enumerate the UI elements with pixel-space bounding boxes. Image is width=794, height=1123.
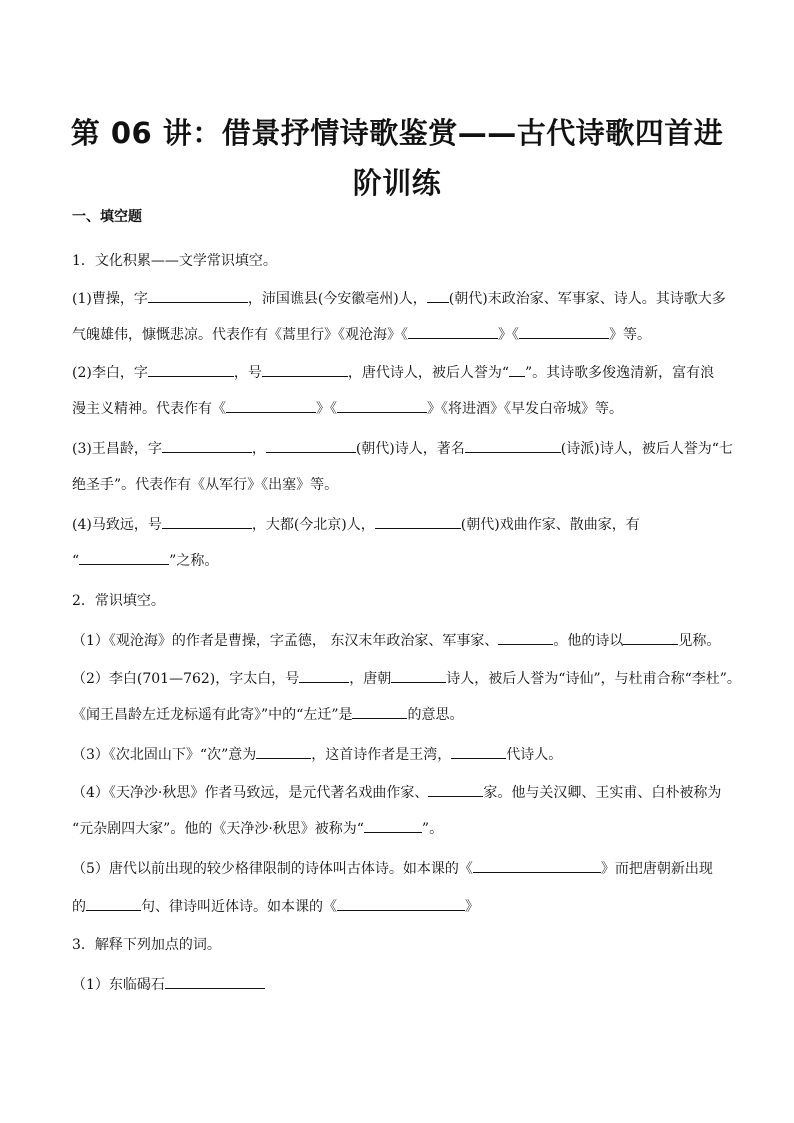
q1-item4-line1 [72, 514, 732, 534]
text: “ [72, 553, 80, 569]
text: ， [251, 441, 266, 457]
text: (2)李白，字 [72, 365, 148, 381]
answer-blank[interactable] [465, 438, 561, 453]
text: （2）李白(701—762)，字太白，号 [72, 671, 300, 687]
answer-blank[interactable] [162, 514, 252, 529]
answer-blank[interactable] [473, 858, 601, 873]
text: ，沛国谯县(今安徽亳州)人， [247, 291, 427, 307]
answer-blank[interactable] [391, 668, 446, 683]
text: ”之称。 [169, 553, 219, 569]
section-heading: 一、填空题 [72, 209, 142, 225]
answer-blank[interactable] [262, 362, 348, 377]
text: 的 [72, 899, 86, 915]
q2-item5-line2 [72, 896, 732, 916]
q2-item4-line1 [72, 782, 732, 802]
text: 气魄雄伟，慷慨悲凉。代表作有《蒿里行》《观沧海》《 [72, 327, 408, 343]
text: 漫主义精神。代表作有《 [72, 401, 226, 417]
text: 诗人，被后人誉为“诗仙”，与杜甫合称“李杜”。 [446, 671, 741, 687]
text: 《闻王昌龄左迁龙标遥有此寄》”中的“左迁”是 [72, 707, 353, 723]
answer-blank[interactable] [165, 974, 265, 989]
answer-blank[interactable] [375, 514, 461, 529]
q1-item3-line2: 绝圣手”。代表作有《从军行》《出塞》等。 [72, 477, 339, 493]
answer-blank[interactable] [427, 288, 449, 303]
text: (4)马致远，号 [72, 517, 162, 533]
text: 。他的诗以 [553, 633, 624, 649]
answer-blank[interactable] [509, 362, 525, 377]
answer-blank[interactable] [337, 896, 465, 911]
answer-blank[interactable] [364, 818, 422, 833]
answer-blank[interactable] [226, 398, 316, 413]
answer-blank[interactable] [148, 288, 248, 303]
q2-item3 [72, 744, 732, 764]
q1-stem: 1．文化积累——文学常识填空。 [72, 253, 277, 269]
text: ，唐代诗人，被后人誉为“ [347, 365, 510, 381]
answer-blank[interactable] [148, 362, 234, 377]
q2-item1 [72, 630, 732, 650]
q1-item2-line1 [72, 362, 732, 382]
text: 代诗人。 [506, 747, 563, 763]
text: (3)王昌龄，字 [72, 441, 162, 457]
text: （1）《观沧海》的作者是曹操，字孟德， 东汉末年政治家、军事家、 [72, 633, 499, 649]
text: 》 [465, 899, 479, 915]
text: “元杂剧四大家”。他的《天净沙·秋思》被称为“ [72, 821, 364, 837]
text: ”。其诗歌多俊逸清新，富有浪 [525, 365, 715, 381]
text: （5）唐代以前出现的较少格律限制的诗体叫古体诗。如本课的《 [72, 861, 473, 877]
text: 句、律诗叫近体诗。如本课的《 [141, 899, 337, 915]
text: （3）《次北固山下》“次”意为 [72, 747, 257, 763]
text: ，唐朝 [349, 671, 392, 687]
text: 》《 [316, 401, 337, 417]
answer-blank[interactable] [519, 324, 609, 339]
q2-stem: 2．常识填空。 [72, 593, 165, 609]
answer-blank[interactable] [451, 744, 506, 759]
answer-blank[interactable] [352, 704, 407, 719]
text: 》《将进酒》《早发白帝城》等。 [427, 401, 623, 417]
text: (1)曹操，字 [72, 291, 148, 307]
answer-blank[interactable] [256, 744, 311, 759]
q2-item5-line1 [72, 858, 732, 878]
text: 》而把唐朝新出现 [600, 861, 713, 877]
q2-item2-line1 [72, 668, 741, 688]
q2-item2-line2 [72, 704, 732, 724]
q2-item4-line2 [72, 818, 732, 838]
answer-blank[interactable] [86, 896, 141, 911]
text: (朝代)末政治家、军事家、诗人。其诗歌大多 [448, 291, 726, 307]
text: 》《 [498, 327, 519, 343]
text: 见称。 [678, 633, 721, 649]
answer-blank[interactable] [408, 324, 498, 339]
text: 的意思。 [407, 707, 464, 723]
title-line-2: 阶训练 [352, 166, 442, 200]
answer-blank[interactable] [337, 398, 427, 413]
q1-item2-line2 [72, 398, 732, 418]
text: 》等。 [609, 327, 651, 343]
q3-item1 [72, 974, 732, 994]
text: (诗派)诗人，被后人誉为“七 [560, 441, 733, 457]
answer-blank[interactable] [299, 668, 349, 683]
text: （4）《天净沙·秋思》作者马致远，是元代著名戏曲作家、 [72, 785, 429, 801]
q1-item4-line2 [72, 550, 732, 570]
text: 家。他与关汉卿、王实甫、白朴被称为 [483, 785, 722, 801]
page-title [60, 108, 734, 208]
q1-item1-line1 [72, 288, 732, 308]
answer-blank[interactable] [623, 630, 678, 645]
text: ，号 [233, 365, 262, 381]
title-line-1: 第 06 讲：借景抒情诗歌鉴赏——古代诗歌四首进 [70, 116, 724, 150]
q1-item1-line2 [72, 324, 732, 344]
text: ”。 [421, 821, 444, 837]
answer-blank[interactable] [266, 438, 356, 453]
text: (朝代)诗人，著名 [355, 441, 465, 457]
q3-stem: 3．解释下列加点的词。 [72, 937, 221, 953]
answer-blank[interactable] [428, 782, 483, 797]
text: (朝代)戏曲作家、散曲家，有 [460, 517, 640, 533]
answer-blank[interactable] [79, 550, 169, 565]
answer-blank[interactable] [162, 438, 252, 453]
q1-item3-line1 [72, 438, 732, 458]
text: ，大都(今北京)人， [251, 517, 375, 533]
text: ，这首诗作者是王湾， [311, 747, 452, 763]
text: （1）东临碣石 [72, 977, 165, 993]
answer-blank[interactable] [498, 630, 553, 645]
